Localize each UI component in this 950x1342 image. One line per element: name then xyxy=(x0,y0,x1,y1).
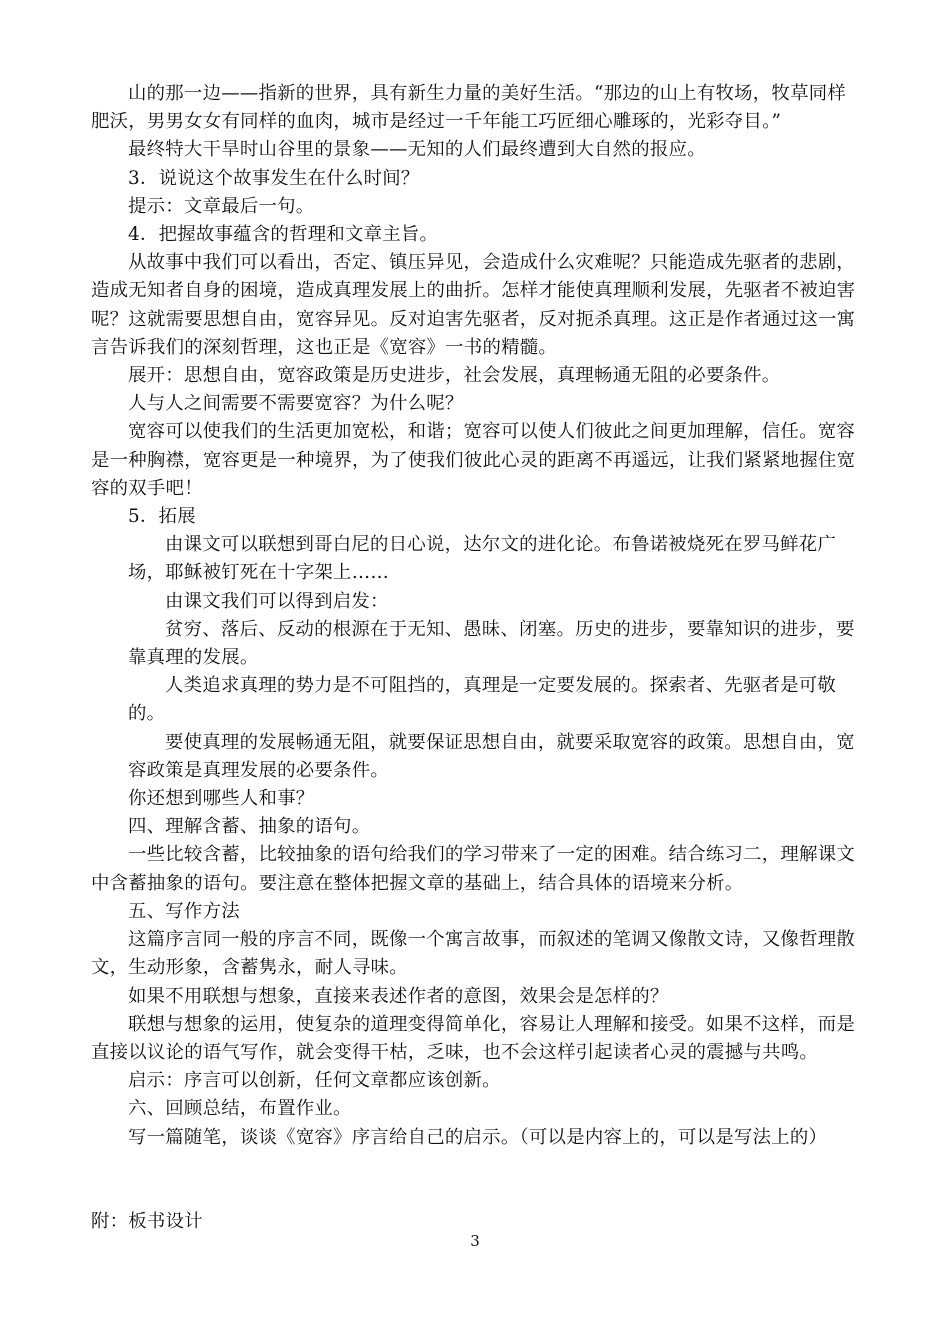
paragraph: 5．拓展 xyxy=(128,506,196,528)
paragraph: 由课文可以联想到哥白尼的日心说，达尔文的进化论。布鲁诺被烧死在罗马鲜花广场，耶稣被钉死在十字架上…… xyxy=(128,534,837,584)
paragraph: 联想与想象的运用，使复杂的道理变得简单化，容易让人理解和接受。如果不这样，而是直接以议论的语气写作，就会变得干枯，乏味，也不会这样引起读者心灵的震撼与共鸣。 xyxy=(91,1013,855,1063)
paragraph: 如果不用联想与想象，直接来表述作者的意图，效果会是怎样的？ xyxy=(128,985,669,1007)
paragraph: 展开：思想自由，宽容政策是历史进步，社会发展，真理畅通无阻的必要条件。 xyxy=(128,365,781,387)
paragraph: 启示：序言可以创新，任何文章都应该创新。 xyxy=(128,1070,501,1092)
paragraph: 提示：文章最后一句。 xyxy=(128,195,315,217)
paragraph: 山的那一边——指新的世界，具有新生力量的美好生活。“那边的山上有牧场，牧草同样肥沃，男男女女有同样的血肉，城市是经过一千年能工巧匠细心雕琢的，光彩夺目。” xyxy=(91,83,846,133)
paragraph: 最终特大干旱时山谷里的景象——无知的人们最终遭到大自然的报应。 xyxy=(128,139,706,161)
paragraph: 五、写作方法 xyxy=(128,900,240,922)
paragraph: 4．把握故事蕴含的哲理和文章主旨。 xyxy=(128,224,439,246)
paragraph: 一些比较含蓄，比较抽象的语句给我们的学习带来了一定的困难。结合练习二，理解课文中含蓄抽象的语句。要注意在整体把握文章的基础上，结合具体的语境来分析。 xyxy=(91,844,855,894)
paragraph: 人类追求真理的势力是不可阻挡的，真理是一定要发展的。探索者、先驱者是可敬的。 xyxy=(128,675,837,725)
document-body xyxy=(91,80,863,1236)
paragraph: 宽容可以使我们的生活更加宽松，和谐；宽容可以使人们彼此之间更加理解，信任。宽容是一种胸襟，宽容更是一种境界，为了使我们彼此心灵的距离不再遥远，让我们紧紧地握住宽容的双手吧！ xyxy=(91,421,856,499)
page-number: 3 xyxy=(470,1232,480,1250)
paragraph: 要使真理的发展畅通无阻，就要保证思想自由，就要采取宽容的政策。思想自由，宽容政策是真理发展的必要条件。 xyxy=(128,731,855,781)
blank-space xyxy=(91,1152,863,1208)
paragraph-list xyxy=(91,80,863,1152)
paragraph: 从故事中我们可以看出，否定、镇压异见，会造成什么灾难呢？只能造成先驱者的悲剧，造成无知者自身的困境，造成真理发展上的曲折。怎样才能使真理顺利发展，先驱者不被迫害呢？这就需要思想自由，宽容异见。反对迫害先驱者，反对扼杀真理。这正是作者通过这一寓言告诉我们的深刻哲理，这也正是《宽容》一书的精髓。 xyxy=(91,252,856,358)
paragraph: 四、理解含蓄、抽象的语句。 xyxy=(128,816,371,838)
appendix-heading: 附：板书设计 xyxy=(91,1210,203,1232)
paragraph: 由课文我们可以得到启发： xyxy=(165,590,389,612)
paragraph: 人与人之间需要不需要宽容？为什么呢？ xyxy=(128,393,464,415)
paragraph: 这篇序言同一般的序言不同，既像一个寓言故事，而叙述的笔调又像散文诗，又像哲理散文，生动形象，含蓄隽永，耐人寻味。 xyxy=(91,929,855,979)
paragraph: 你还想到哪些人和事？ xyxy=(128,788,315,810)
paragraph: 3．说说这个故事发生在什么时间？ xyxy=(128,167,420,189)
paragraph: 写一篇随笔，谈谈《宽容》序言给自己的启示。（可以是内容上的，可以是写法上的） xyxy=(128,1126,828,1148)
paragraph: 贫穷、落后、反动的根源在于无知、愚昧、闭塞。历史的进步，要靠知识的进步，要靠真理的发展。 xyxy=(128,618,855,669)
paragraph: 六、回顾总结，布置作业。 xyxy=(128,1098,352,1120)
